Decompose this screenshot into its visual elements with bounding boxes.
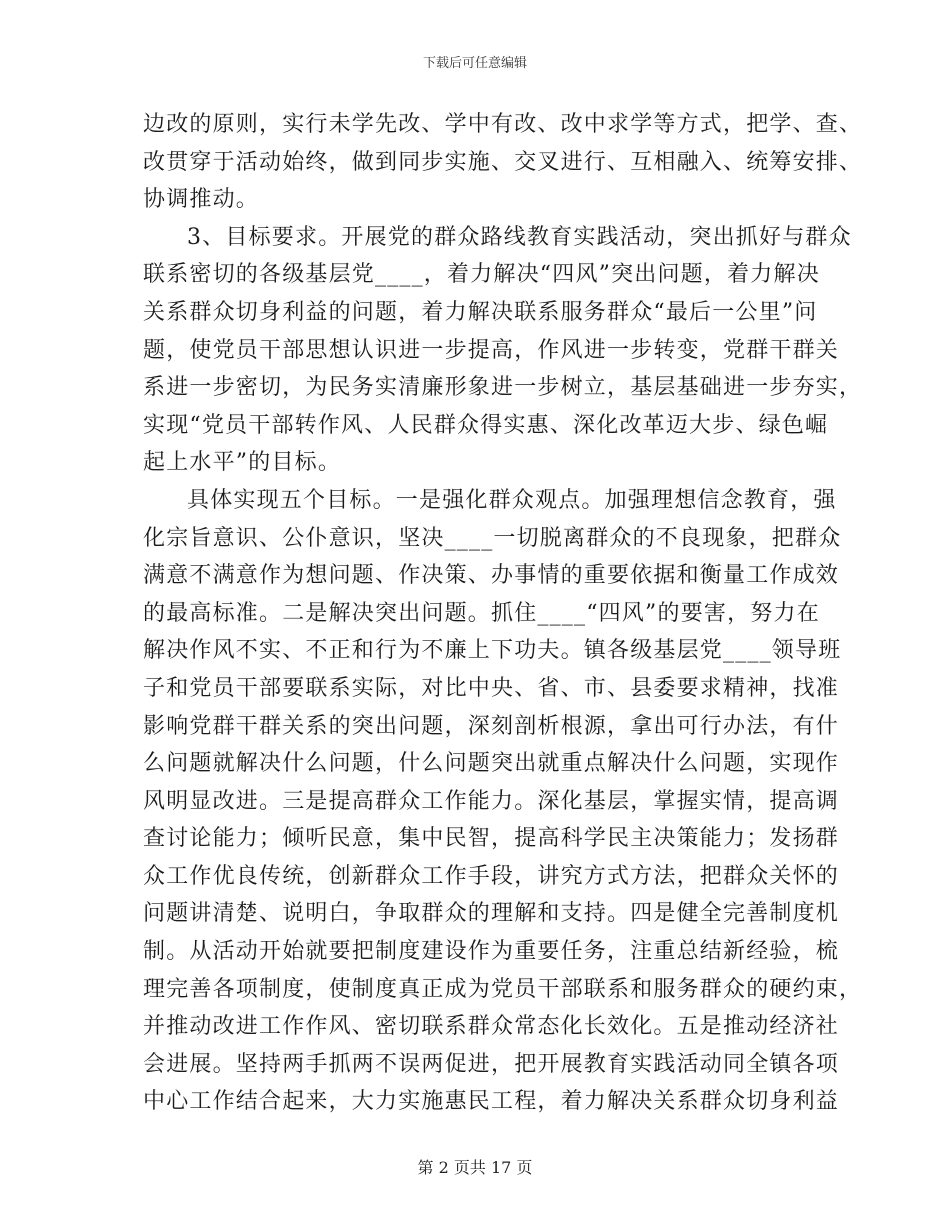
text-line: 理完善各项制度，使制度真正成为党员干部联系和服务群众的硬约束， <box>143 976 863 1002</box>
text-line: 题，使党员干部思想认识进一步提高，作风进一步转变，党群干群关 <box>143 337 840 363</box>
text-line-paragraph-start: 3、目标要求。开展党的群众路线教育实践活动，突出抓好与群众 <box>187 224 852 250</box>
text-line: 子和党员干部要联系实际，对比中央、省、市、县委要求精神，找准 <box>143 675 840 701</box>
text-line: 满意不满意作为想问题、作决策、办事情的重要依据和衡量工作成效 <box>143 563 840 589</box>
text-line: 的最高标准。二是解决突出问题。抓住____“四风”的要害，努力在 <box>143 600 820 626</box>
text-line: 影响党群干群关系的突出问题，深刻剖析根源，拿出可行办法，有什 <box>143 713 840 739</box>
text-line: 边改的原则，实行未学先改、学中有改、改中求学等方式，把学、查、 <box>143 112 863 137</box>
text-line: 实现“党员干部转作风、人民群众得实惠、深化改革迈大步、绿色崛 <box>143 412 829 438</box>
text-line: 协调推动。 <box>143 187 260 213</box>
text-line: 会进展。坚持两手抓两不误两促进，把开展教育实践活动同全镇各项 <box>143 1051 840 1077</box>
text-line: 风明显改进。三是提高群众工作能力。深化基层，掌握实情，提高调 <box>143 788 840 814</box>
text-line: 关系群众切身利益的问题，着力解决联系服务群众“最后一公里”问 <box>143 299 818 325</box>
text-line: 并推动改进工作作风、密切联系群众常态化长效化。五是推动经济社 <box>143 1014 840 1040</box>
text-line: 解决作风不实、不正和行为不廉上下功夫。镇各级基层党____领导班 <box>143 638 842 664</box>
text-line: 制。从活动开始就要把制度建设作为重要任务，注重总结新经验，梳 <box>143 939 840 965</box>
text-line: 系进一步密切，为民务实清廉形象进一步树立，基层基础进一步夯实， <box>143 375 863 401</box>
text-line-paragraph-start: 具体实现五个目标。一是强化群众观点。加强理想信念教育，强 <box>187 487 837 513</box>
page-header-note: 下载后可任意编辑 <box>422 56 527 71</box>
text-line: 问题讲清楚、说明白，争取群众的理解和支持。四是健全完善制度机 <box>143 901 840 927</box>
text-line: 查讨论能力；倾听民意，集中民智，提高科学民主决策能力；发扬群 <box>143 826 840 852</box>
text-line: 么问题就解决什么问题，什么问题突出就重点解决什么问题，实现作 <box>143 751 840 777</box>
text-line: 中心工作结合起来，大力实施惠民工程，着力解决关系群众切身利益 <box>143 1089 840 1115</box>
text-line: 联系密切的各级基层党____，着力解决“四风”突出问题，着力解决 <box>143 262 820 288</box>
page-number-footer: 第 2 页共 17 页 <box>417 1158 533 1177</box>
text-line: 改贯穿于活动始终，做到同步实施、交叉进行、互相融入、统筹安排、 <box>143 149 863 175</box>
text-line: 化宗旨意识、公仆意识，坚决____一切脱离群众的不良现象，把群众 <box>143 525 842 551</box>
document-body <box>143 106 863 1121</box>
text-line: 起上水平”的目标。 <box>143 450 342 476</box>
text-line: 众工作优良传统，创新群众工作手段，讲究方式方法，把群众关怀的 <box>143 863 840 889</box>
